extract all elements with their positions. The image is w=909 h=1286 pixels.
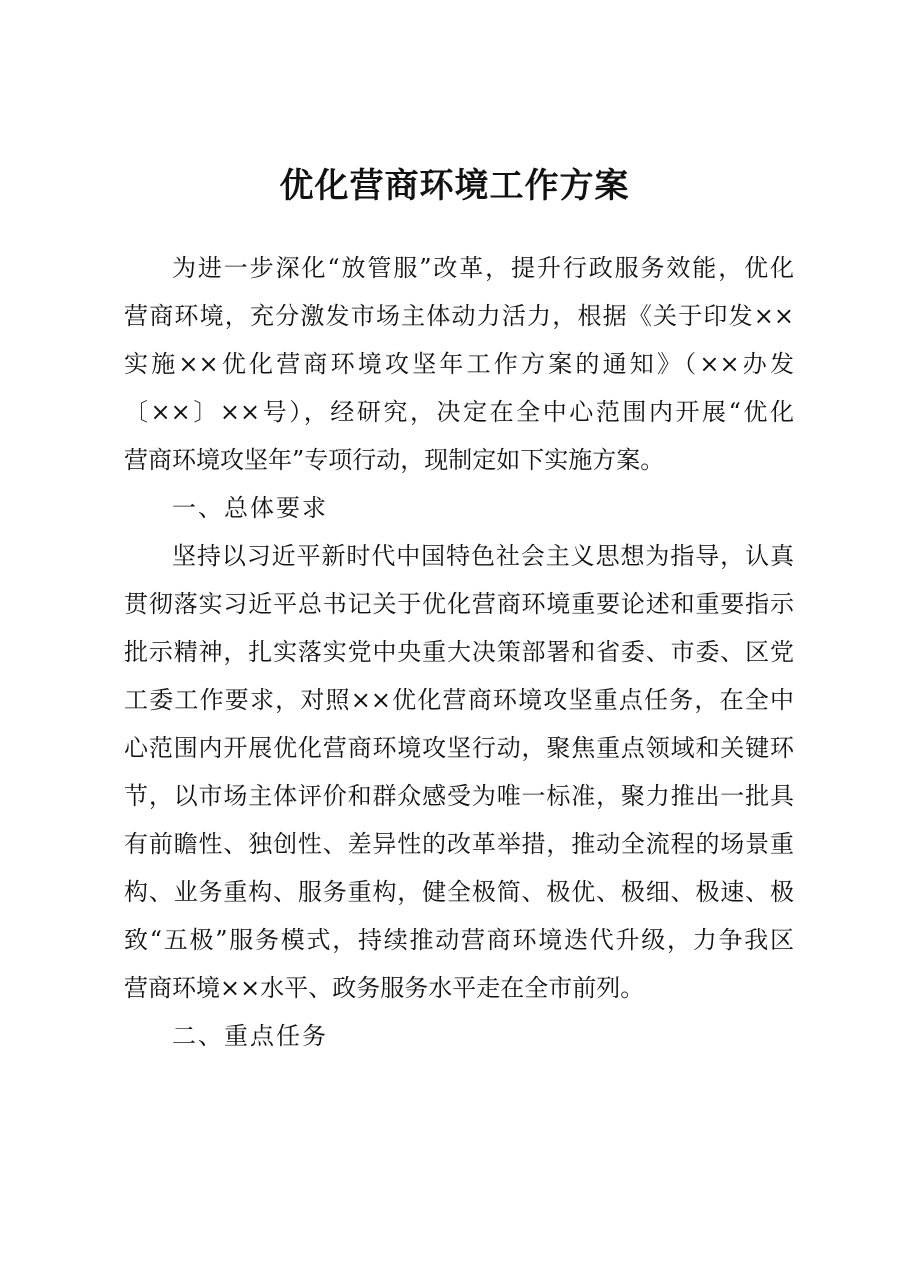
section-heading-key-tasks: 二、重点任务 [172, 1022, 328, 1050]
body-line: 工委工作要求，对照××优化营商环境攻坚重点任务，在全中 [124, 686, 794, 714]
body-line: 节，以市场主体评价和群众感受为唯一标准，聚力推出一批具 [124, 782, 794, 810]
body-line: 心范围内开展优化营商环境攻坚行动，聚焦重点领域和关键环 [124, 734, 794, 762]
intro-line: 实施××优化营商环境攻坚年工作方案的通知》（××办发 [124, 350, 794, 378]
intro-line: 营商环境，充分激发市场主体动力活力，根据《关于印发×× [124, 302, 794, 330]
body-line: 致“五极”服务模式，持续推动营商环境迭代升级，力争我区 [124, 926, 794, 954]
body-line: 贯彻落实习近平总书记关于优化营商环境重要论述和重要指示 [124, 590, 794, 618]
body-line: 营商环境××水平、政务服务水平走在全市前列。 [124, 974, 645, 1002]
body-line: 批示精神，扎实落实党中央重大决策部署和省委、市委、区党 [124, 638, 794, 666]
body-line: 坚持以习近平新时代中国特色社会主义思想为指导，认真 [172, 542, 794, 570]
document-title: 优化营商环境工作方案 [279, 166, 630, 206]
section-heading-general-requirements: 一、总体要求 [172, 494, 328, 522]
intro-line: 营商环境攻坚年”专项行动，现制定如下实施方案。 [124, 446, 665, 474]
body-line: 构、业务重构、服务重构，健全极简、极优、极细、极速、极 [124, 878, 794, 906]
body-line: 有前瞻性、独创性、差异性的改革举措，推动全流程的场景重 [124, 830, 794, 858]
intro-line: 为进一步深化“放管服”改革，提升行政服务效能，优化 [172, 254, 794, 282]
intro-line: 〔××〕××号），经研究，决定在全中心范围内开展“优化 [124, 398, 794, 426]
